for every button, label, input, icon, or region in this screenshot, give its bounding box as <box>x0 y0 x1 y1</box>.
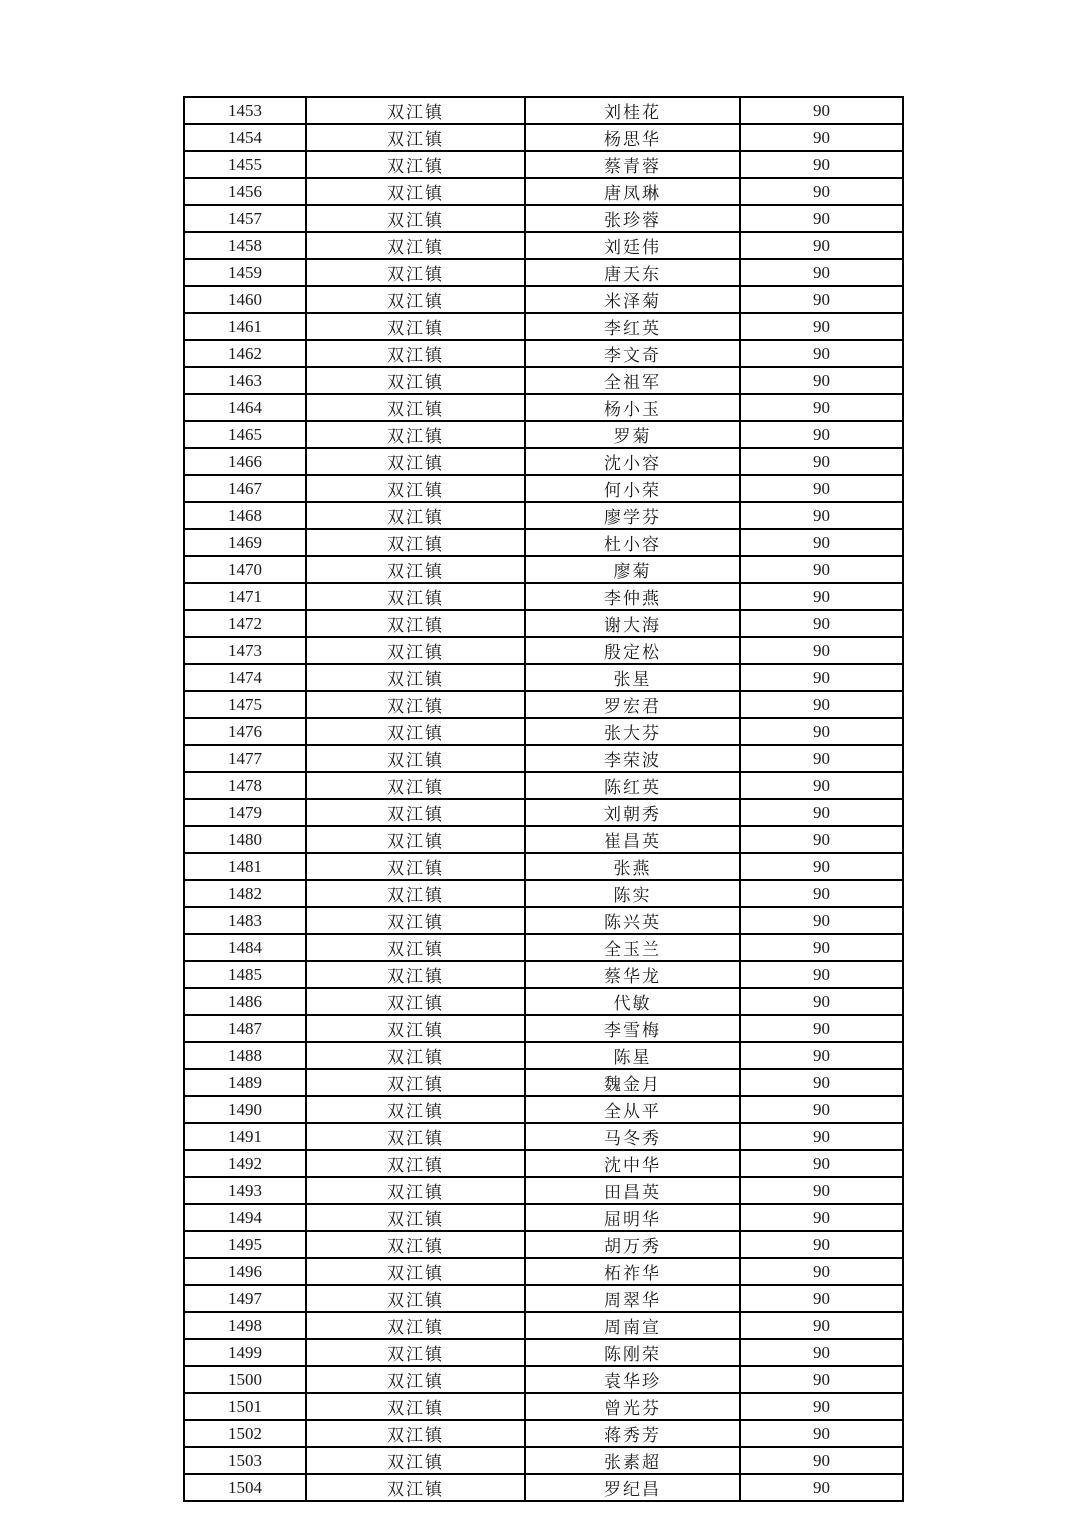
cell-name: 全祖军 <box>525 367 740 394</box>
cell-name: 李仲燕 <box>525 583 740 610</box>
cell-score: 90 <box>740 421 903 448</box>
cell-score: 90 <box>740 691 903 718</box>
cell-index: 1456 <box>184 178 306 205</box>
cell-name: 代敏 <box>525 988 740 1015</box>
cell-index: 1470 <box>184 556 306 583</box>
cell-score: 90 <box>740 1339 903 1366</box>
cell-name: 张燕 <box>525 853 740 880</box>
cell-index: 1484 <box>184 934 306 961</box>
cell-score: 90 <box>740 1258 903 1285</box>
cell-town: 双江镇 <box>306 178 525 205</box>
cell-town: 双江镇 <box>306 772 525 799</box>
table-row <box>184 340 903 367</box>
cell-index: 1503 <box>184 1447 306 1474</box>
table-row <box>184 205 903 232</box>
table-row <box>184 1069 903 1096</box>
cell-town: 双江镇 <box>306 205 525 232</box>
table-row <box>184 1393 903 1420</box>
cell-score: 90 <box>740 961 903 988</box>
table-row <box>184 1042 903 1069</box>
cell-name: 罗宏君 <box>525 691 740 718</box>
cell-name: 陈实 <box>525 880 740 907</box>
table-row <box>184 1339 903 1366</box>
table-row <box>184 826 903 853</box>
table-row <box>184 529 903 556</box>
table-row <box>184 475 903 502</box>
table-row <box>184 124 903 151</box>
cell-score: 90 <box>740 1015 903 1042</box>
cell-index: 1458 <box>184 232 306 259</box>
cell-score: 90 <box>740 205 903 232</box>
cell-index: 1489 <box>184 1069 306 1096</box>
cell-score: 90 <box>740 367 903 394</box>
cell-index: 1469 <box>184 529 306 556</box>
cell-name: 刘桂花 <box>525 97 740 124</box>
table-row <box>184 178 903 205</box>
cell-name: 蔡华龙 <box>525 961 740 988</box>
cell-index: 1477 <box>184 745 306 772</box>
table-row <box>184 151 903 178</box>
cell-index: 1491 <box>184 1123 306 1150</box>
cell-score: 90 <box>740 664 903 691</box>
table-row <box>184 799 903 826</box>
cell-score: 90 <box>740 826 903 853</box>
cell-name: 田昌英 <box>525 1177 740 1204</box>
cell-town: 双江镇 <box>306 988 525 1015</box>
cell-town: 双江镇 <box>306 259 525 286</box>
cell-name: 唐天东 <box>525 259 740 286</box>
cell-score: 90 <box>740 1420 903 1447</box>
cell-town: 双江镇 <box>306 1393 525 1420</box>
cell-town: 双江镇 <box>306 1339 525 1366</box>
cell-index: 1461 <box>184 313 306 340</box>
cell-name: 胡万秀 <box>525 1231 740 1258</box>
table-row <box>184 448 903 475</box>
cell-town: 双江镇 <box>306 1447 525 1474</box>
table-row <box>184 880 903 907</box>
cell-name: 沈小容 <box>525 448 740 475</box>
table-row <box>184 1474 903 1501</box>
table-row <box>184 556 903 583</box>
cell-town: 双江镇 <box>306 502 525 529</box>
cell-name: 陈星 <box>525 1042 740 1069</box>
cell-index: 1504 <box>184 1474 306 1501</box>
cell-name: 杨思华 <box>525 124 740 151</box>
cell-town: 双江镇 <box>306 421 525 448</box>
cell-town: 双江镇 <box>306 1150 525 1177</box>
table-row <box>184 502 903 529</box>
cell-score: 90 <box>740 772 903 799</box>
cell-score: 90 <box>740 1366 903 1393</box>
cell-score: 90 <box>740 286 903 313</box>
cell-score: 90 <box>740 1474 903 1501</box>
cell-town: 双江镇 <box>306 880 525 907</box>
table-row <box>184 394 903 421</box>
cell-score: 90 <box>740 178 903 205</box>
table-row <box>184 97 903 124</box>
table-row <box>184 745 903 772</box>
cell-index: 1483 <box>184 907 306 934</box>
table-row <box>184 1177 903 1204</box>
cell-town: 双江镇 <box>306 1096 525 1123</box>
cell-town: 双江镇 <box>306 1204 525 1231</box>
table-row <box>184 1366 903 1393</box>
cell-name: 杜小容 <box>525 529 740 556</box>
cell-name: 柘祚华 <box>525 1258 740 1285</box>
cell-index: 1499 <box>184 1339 306 1366</box>
cell-name: 马冬秀 <box>525 1123 740 1150</box>
cell-index: 1468 <box>184 502 306 529</box>
cell-score: 90 <box>740 124 903 151</box>
cell-name: 李文奇 <box>525 340 740 367</box>
cell-town: 双江镇 <box>306 1285 525 1312</box>
cell-score: 90 <box>740 1393 903 1420</box>
cell-name: 张素超 <box>525 1447 740 1474</box>
cell-town: 双江镇 <box>306 1366 525 1393</box>
cell-name: 廖学芬 <box>525 502 740 529</box>
cell-town: 双江镇 <box>306 556 525 583</box>
cell-index: 1472 <box>184 610 306 637</box>
cell-score: 90 <box>740 1285 903 1312</box>
cell-score: 90 <box>740 259 903 286</box>
cell-score: 90 <box>740 1177 903 1204</box>
cell-town: 双江镇 <box>306 1042 525 1069</box>
table-row <box>184 286 903 313</box>
cell-name: 李红英 <box>525 313 740 340</box>
cell-score: 90 <box>740 1096 903 1123</box>
cell-name: 罗菊 <box>525 421 740 448</box>
cell-town: 双江镇 <box>306 637 525 664</box>
cell-index: 1463 <box>184 367 306 394</box>
table-row <box>184 1231 903 1258</box>
cell-index: 1455 <box>184 151 306 178</box>
table-row <box>184 1204 903 1231</box>
table-row <box>184 583 903 610</box>
cell-index: 1490 <box>184 1096 306 1123</box>
cell-index: 1476 <box>184 718 306 745</box>
cell-score: 90 <box>740 1204 903 1231</box>
table-row <box>184 853 903 880</box>
cell-index: 1478 <box>184 772 306 799</box>
cell-town: 双江镇 <box>306 367 525 394</box>
table-row <box>184 1096 903 1123</box>
cell-name: 沈中华 <box>525 1150 740 1177</box>
cell-town: 双江镇 <box>306 826 525 853</box>
table-row <box>184 961 903 988</box>
cell-score: 90 <box>740 853 903 880</box>
cell-name: 全从平 <box>525 1096 740 1123</box>
table-row <box>184 772 903 799</box>
table-row <box>184 637 903 664</box>
table-row <box>184 664 903 691</box>
cell-town: 双江镇 <box>306 1069 525 1096</box>
table-row <box>184 988 903 1015</box>
cell-town: 双江镇 <box>306 1177 525 1204</box>
cell-town: 双江镇 <box>306 124 525 151</box>
cell-town: 双江镇 <box>306 1474 525 1501</box>
cell-score: 90 <box>740 151 903 178</box>
cell-town: 双江镇 <box>306 610 525 637</box>
table-row <box>184 367 903 394</box>
table-row <box>184 1285 903 1312</box>
cell-name: 蔡青蓉 <box>525 151 740 178</box>
cell-town: 双江镇 <box>306 691 525 718</box>
cell-score: 90 <box>740 880 903 907</box>
table-row <box>184 232 903 259</box>
table-row <box>184 1123 903 1150</box>
cell-name: 刘朝秀 <box>525 799 740 826</box>
cell-score: 90 <box>740 1447 903 1474</box>
cell-name: 袁华珍 <box>525 1366 740 1393</box>
cell-score: 90 <box>740 475 903 502</box>
cell-town: 双江镇 <box>306 1231 525 1258</box>
table-row <box>184 1420 903 1447</box>
cell-name: 唐凤琳 <box>525 178 740 205</box>
results-table <box>183 96 904 1502</box>
cell-town: 双江镇 <box>306 1258 525 1285</box>
cell-name: 陈红英 <box>525 772 740 799</box>
cell-index: 1482 <box>184 880 306 907</box>
table-row <box>184 1015 903 1042</box>
cell-town: 双江镇 <box>306 394 525 421</box>
cell-score: 90 <box>740 610 903 637</box>
cell-index: 1473 <box>184 637 306 664</box>
cell-name: 刘廷伟 <box>525 232 740 259</box>
results-table-body <box>184 97 903 1501</box>
cell-name: 全玉兰 <box>525 934 740 961</box>
cell-score: 90 <box>740 745 903 772</box>
cell-score: 90 <box>740 1042 903 1069</box>
cell-index: 1460 <box>184 286 306 313</box>
cell-index: 1494 <box>184 1204 306 1231</box>
cell-index: 1464 <box>184 394 306 421</box>
cell-score: 90 <box>740 1231 903 1258</box>
cell-index: 1502 <box>184 1420 306 1447</box>
cell-score: 90 <box>740 340 903 367</box>
cell-name: 张星 <box>525 664 740 691</box>
cell-name: 陈兴英 <box>525 907 740 934</box>
table-row <box>184 1447 903 1474</box>
cell-index: 1500 <box>184 1366 306 1393</box>
cell-town: 双江镇 <box>306 151 525 178</box>
cell-town: 双江镇 <box>306 313 525 340</box>
cell-town: 双江镇 <box>306 475 525 502</box>
cell-name: 周翠华 <box>525 1285 740 1312</box>
cell-score: 90 <box>740 1150 903 1177</box>
cell-index: 1495 <box>184 1231 306 1258</box>
cell-index: 1492 <box>184 1150 306 1177</box>
cell-index: 1485 <box>184 961 306 988</box>
cell-score: 90 <box>740 907 903 934</box>
cell-score: 90 <box>740 313 903 340</box>
cell-index: 1475 <box>184 691 306 718</box>
table-row <box>184 1312 903 1339</box>
cell-name: 周南宣 <box>525 1312 740 1339</box>
cell-town: 双江镇 <box>306 97 525 124</box>
table-row <box>184 907 903 934</box>
cell-town: 双江镇 <box>306 853 525 880</box>
cell-name: 魏金月 <box>525 1069 740 1096</box>
table-row <box>184 934 903 961</box>
cell-score: 90 <box>740 583 903 610</box>
cell-score: 90 <box>740 556 903 583</box>
cell-name: 崔昌英 <box>525 826 740 853</box>
cell-score: 90 <box>740 502 903 529</box>
cell-index: 1496 <box>184 1258 306 1285</box>
cell-name: 屈明华 <box>525 1204 740 1231</box>
cell-index: 1465 <box>184 421 306 448</box>
cell-index: 1457 <box>184 205 306 232</box>
cell-town: 双江镇 <box>306 934 525 961</box>
cell-town: 双江镇 <box>306 340 525 367</box>
cell-name: 陈刚荣 <box>525 1339 740 1366</box>
cell-index: 1467 <box>184 475 306 502</box>
cell-score: 90 <box>740 988 903 1015</box>
cell-town: 双江镇 <box>306 664 525 691</box>
cell-town: 双江镇 <box>306 232 525 259</box>
cell-score: 90 <box>740 394 903 421</box>
cell-score: 90 <box>740 718 903 745</box>
cell-name: 李雪梅 <box>525 1015 740 1042</box>
table-row <box>184 691 903 718</box>
cell-name: 殷定松 <box>525 637 740 664</box>
cell-name: 张珍蓉 <box>525 205 740 232</box>
cell-score: 90 <box>740 1069 903 1096</box>
cell-town: 双江镇 <box>306 286 525 313</box>
cell-score: 90 <box>740 448 903 475</box>
cell-name: 曾光芬 <box>525 1393 740 1420</box>
cell-score: 90 <box>740 637 903 664</box>
cell-score: 90 <box>740 799 903 826</box>
table-row <box>184 421 903 448</box>
cell-index: 1493 <box>184 1177 306 1204</box>
table-row <box>184 718 903 745</box>
cell-town: 双江镇 <box>306 745 525 772</box>
table-row <box>184 259 903 286</box>
cell-name: 杨小玉 <box>525 394 740 421</box>
cell-town: 双江镇 <box>306 718 525 745</box>
cell-index: 1462 <box>184 340 306 367</box>
cell-town: 双江镇 <box>306 1123 525 1150</box>
cell-name: 何小荣 <box>525 475 740 502</box>
cell-index: 1501 <box>184 1393 306 1420</box>
cell-index: 1474 <box>184 664 306 691</box>
cell-name: 罗纪昌 <box>525 1474 740 1501</box>
cell-town: 双江镇 <box>306 1420 525 1447</box>
cell-town: 双江镇 <box>306 1015 525 1042</box>
table-row <box>184 1258 903 1285</box>
cell-score: 90 <box>740 97 903 124</box>
cell-index: 1487 <box>184 1015 306 1042</box>
cell-town: 双江镇 <box>306 1312 525 1339</box>
cell-index: 1471 <box>184 583 306 610</box>
table-row <box>184 610 903 637</box>
cell-score: 90 <box>740 1312 903 1339</box>
cell-score: 90 <box>740 529 903 556</box>
cell-town: 双江镇 <box>306 799 525 826</box>
cell-town: 双江镇 <box>306 907 525 934</box>
cell-name: 廖菊 <box>525 556 740 583</box>
cell-index: 1480 <box>184 826 306 853</box>
cell-score: 90 <box>740 934 903 961</box>
cell-town: 双江镇 <box>306 529 525 556</box>
cell-name: 蒋秀芳 <box>525 1420 740 1447</box>
cell-town: 双江镇 <box>306 583 525 610</box>
cell-index: 1486 <box>184 988 306 1015</box>
cell-index: 1497 <box>184 1285 306 1312</box>
cell-score: 90 <box>740 232 903 259</box>
table-row <box>184 1150 903 1177</box>
cell-score: 90 <box>740 1123 903 1150</box>
cell-name: 谢大海 <box>525 610 740 637</box>
cell-index: 1454 <box>184 124 306 151</box>
cell-index: 1481 <box>184 853 306 880</box>
cell-name: 米泽菊 <box>525 286 740 313</box>
cell-index: 1453 <box>184 97 306 124</box>
cell-name: 李荣波 <box>525 745 740 772</box>
table-row <box>184 313 903 340</box>
cell-town: 双江镇 <box>306 961 525 988</box>
cell-index: 1479 <box>184 799 306 826</box>
cell-index: 1498 <box>184 1312 306 1339</box>
cell-index: 1488 <box>184 1042 306 1069</box>
cell-index: 1459 <box>184 259 306 286</box>
cell-name: 张大芬 <box>525 718 740 745</box>
cell-index: 1466 <box>184 448 306 475</box>
cell-town: 双江镇 <box>306 448 525 475</box>
